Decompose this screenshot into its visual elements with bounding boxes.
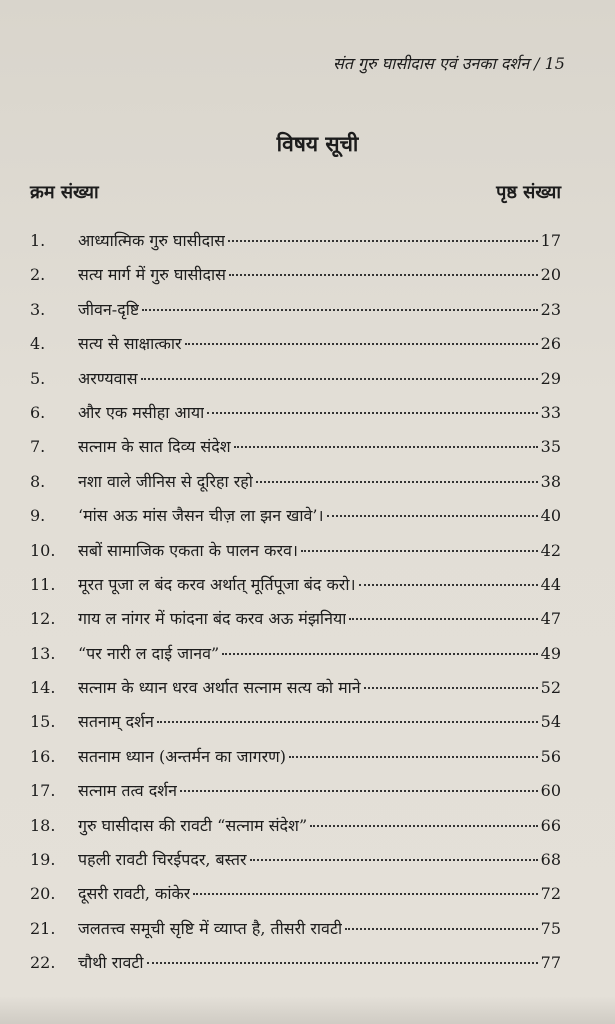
dot-leader <box>142 309 537 311</box>
toc-entry <box>30 779 561 813</box>
toc-entry <box>30 332 561 366</box>
entry-title: दूसरी रावटी, कांकेर <box>78 884 191 904</box>
toc-entry <box>30 470 561 504</box>
dot-leader <box>229 274 538 276</box>
toc-entry <box>30 882 561 916</box>
toc-entry <box>30 435 561 469</box>
entry-page-number: 23 <box>540 299 561 319</box>
entry-title: आध्यात्मिक गुरु घासीदास <box>78 231 226 250</box>
dot-leader <box>310 825 538 827</box>
column-heading-serial: क्रम संख्या <box>30 182 99 203</box>
entry-title: अरण्यवास <box>78 368 138 388</box>
entry-page-number: 20 <box>540 265 561 285</box>
toc-entry <box>30 848 561 882</box>
dot-leader <box>141 378 538 380</box>
toc-entry <box>30 573 561 607</box>
entry-number: 17. <box>30 781 56 801</box>
entry-page-number: 77 <box>540 953 561 973</box>
entry-number: 8. <box>30 471 46 491</box>
entry-number: 2. <box>30 265 46 285</box>
entry-title: चौथी रावटी <box>78 953 144 973</box>
entry-title: जीवन-दृष्टि <box>78 299 140 319</box>
dot-leader <box>234 446 538 448</box>
dot-leader <box>349 618 537 620</box>
entry-title: और एक मसीहा आया <box>78 402 205 422</box>
entry-page-number: 56 <box>540 746 561 766</box>
entry-number: 12. <box>30 609 56 629</box>
entry-title: जलतत्त्व समूची सृष्टि में व्याप्त है, तीसरी रावटी <box>78 918 343 938</box>
entry-number: 3. <box>30 299 46 319</box>
toc-entry <box>30 676 561 710</box>
entry-number: 13. <box>30 643 56 663</box>
entry-number: 6. <box>30 402 46 422</box>
entry-number: 10. <box>30 540 56 560</box>
entry-page-number: 38 <box>540 471 561 491</box>
toc-list <box>30 229 561 986</box>
dot-leader <box>228 240 538 242</box>
entry-number: 15. <box>30 712 56 732</box>
dot-leader <box>157 721 538 723</box>
toc-entry <box>30 298 561 332</box>
entry-page-number: 49 <box>540 643 561 663</box>
toc-entry <box>30 401 561 435</box>
entry-number: 16. <box>30 746 56 766</box>
dot-leader <box>250 859 538 861</box>
entry-title: नशा वाले जीनिस से दूरिहा रहो <box>78 471 253 491</box>
entry-page-number: 42 <box>540 540 561 560</box>
running-header: संत गुरु घासीदास एवं उनका दर्शन / 15 <box>333 54 565 73</box>
entry-page-number: 17 <box>540 231 561 250</box>
column-heading-page: पृष्ठ संख्या <box>496 182 561 203</box>
toc-entry <box>30 229 561 263</box>
entry-page-number: 33 <box>540 402 561 422</box>
entry-number: 7. <box>30 437 46 457</box>
entry-number: 9. <box>30 506 46 526</box>
page-edge-shadow <box>0 996 615 1024</box>
entry-page-number: 44 <box>540 574 561 594</box>
dot-leader <box>327 515 538 517</box>
toc-entry <box>30 504 561 538</box>
entry-title: सतनाम ध्यान (अन्तर्मन का जागरण) <box>78 746 286 766</box>
dot-leader <box>359 584 538 586</box>
entry-page-number: 52 <box>540 678 561 698</box>
entry-number: 21. <box>30 918 56 938</box>
entry-page-number: 54 <box>540 712 561 732</box>
dot-leader <box>364 687 538 689</box>
entry-title: ‘मांस अऊ मांस जैसन चीज़ ला झन खावे’। <box>78 506 324 526</box>
entry-page-number: 47 <box>540 609 561 629</box>
entry-title: सत्य से साक्षात्कार <box>78 334 182 354</box>
entry-title: पहली रावटी चिरईपदर, बस्तर <box>78 850 247 870</box>
toc-entry <box>30 814 561 848</box>
entry-title: सत्य मार्ग में गुरु घासीदास <box>78 265 226 285</box>
entry-number: 18. <box>30 815 56 835</box>
toc-entry <box>30 642 561 676</box>
entry-title: सबों सामाजिक एकता के पालन करव। <box>78 540 298 560</box>
toc-title: विषय सूची <box>276 131 359 156</box>
dot-leader <box>193 893 537 895</box>
entry-number: 4. <box>30 334 46 354</box>
entry-number: 11. <box>30 574 56 594</box>
entry-page-number: 75 <box>540 918 561 938</box>
dot-leader <box>289 756 538 758</box>
toc-entry <box>30 951 561 985</box>
entry-title: सत्नाम तत्व दर्शन <box>78 781 178 801</box>
entry-page-number: 35 <box>540 437 561 457</box>
dot-leader <box>207 412 537 414</box>
entry-page-number: 68 <box>540 850 561 870</box>
entry-title: गुरु घासीदास की रावटी “सत्नाम संदेश” <box>78 815 308 835</box>
dot-leader <box>345 928 537 930</box>
toc-entry <box>30 607 561 641</box>
dot-leader <box>180 790 538 792</box>
dot-leader <box>301 550 538 552</box>
entry-number: 14. <box>30 678 56 698</box>
dot-leader <box>256 481 538 483</box>
entry-page-number: 29 <box>540 368 561 388</box>
entry-number: 22. <box>30 953 56 973</box>
toc-entry <box>30 710 561 744</box>
toc-entry <box>30 745 561 779</box>
dot-leader <box>185 343 538 345</box>
dot-leader <box>147 962 538 964</box>
entry-page-number: 26 <box>540 334 561 354</box>
entry-title: गाय ल नांगर में फांदना बंद करव अऊ मंझनिया <box>78 609 347 629</box>
entry-page-number: 72 <box>540 884 561 904</box>
entry-title: “पर नारी ल दाई जानव” <box>78 643 220 663</box>
entry-number: 20. <box>30 884 56 904</box>
entry-page-number: 40 <box>540 506 561 526</box>
toc-entry <box>30 367 561 401</box>
entry-number: 1. <box>30 231 46 250</box>
entry-title: सत्नाम के ध्यान धरव अर्थात सत्नाम सत्य को माने <box>78 678 361 698</box>
entry-page-number: 60 <box>540 781 561 801</box>
toc-entry <box>30 917 561 951</box>
entry-page-number: 66 <box>540 815 561 835</box>
toc-entry <box>30 263 561 297</box>
dot-leader <box>222 653 537 655</box>
toc-entry <box>30 539 561 573</box>
entry-title: सतनाम् दर्शन <box>78 712 154 732</box>
entry-number: 5. <box>30 368 46 388</box>
entry-title: सत्नाम के सात दिव्य संदेश <box>78 437 231 457</box>
entry-title: मूरत पूजा ल बंद करव अर्थात् मूर्तिपूजा बंद करो। <box>78 574 356 594</box>
entry-number: 19. <box>30 850 56 870</box>
